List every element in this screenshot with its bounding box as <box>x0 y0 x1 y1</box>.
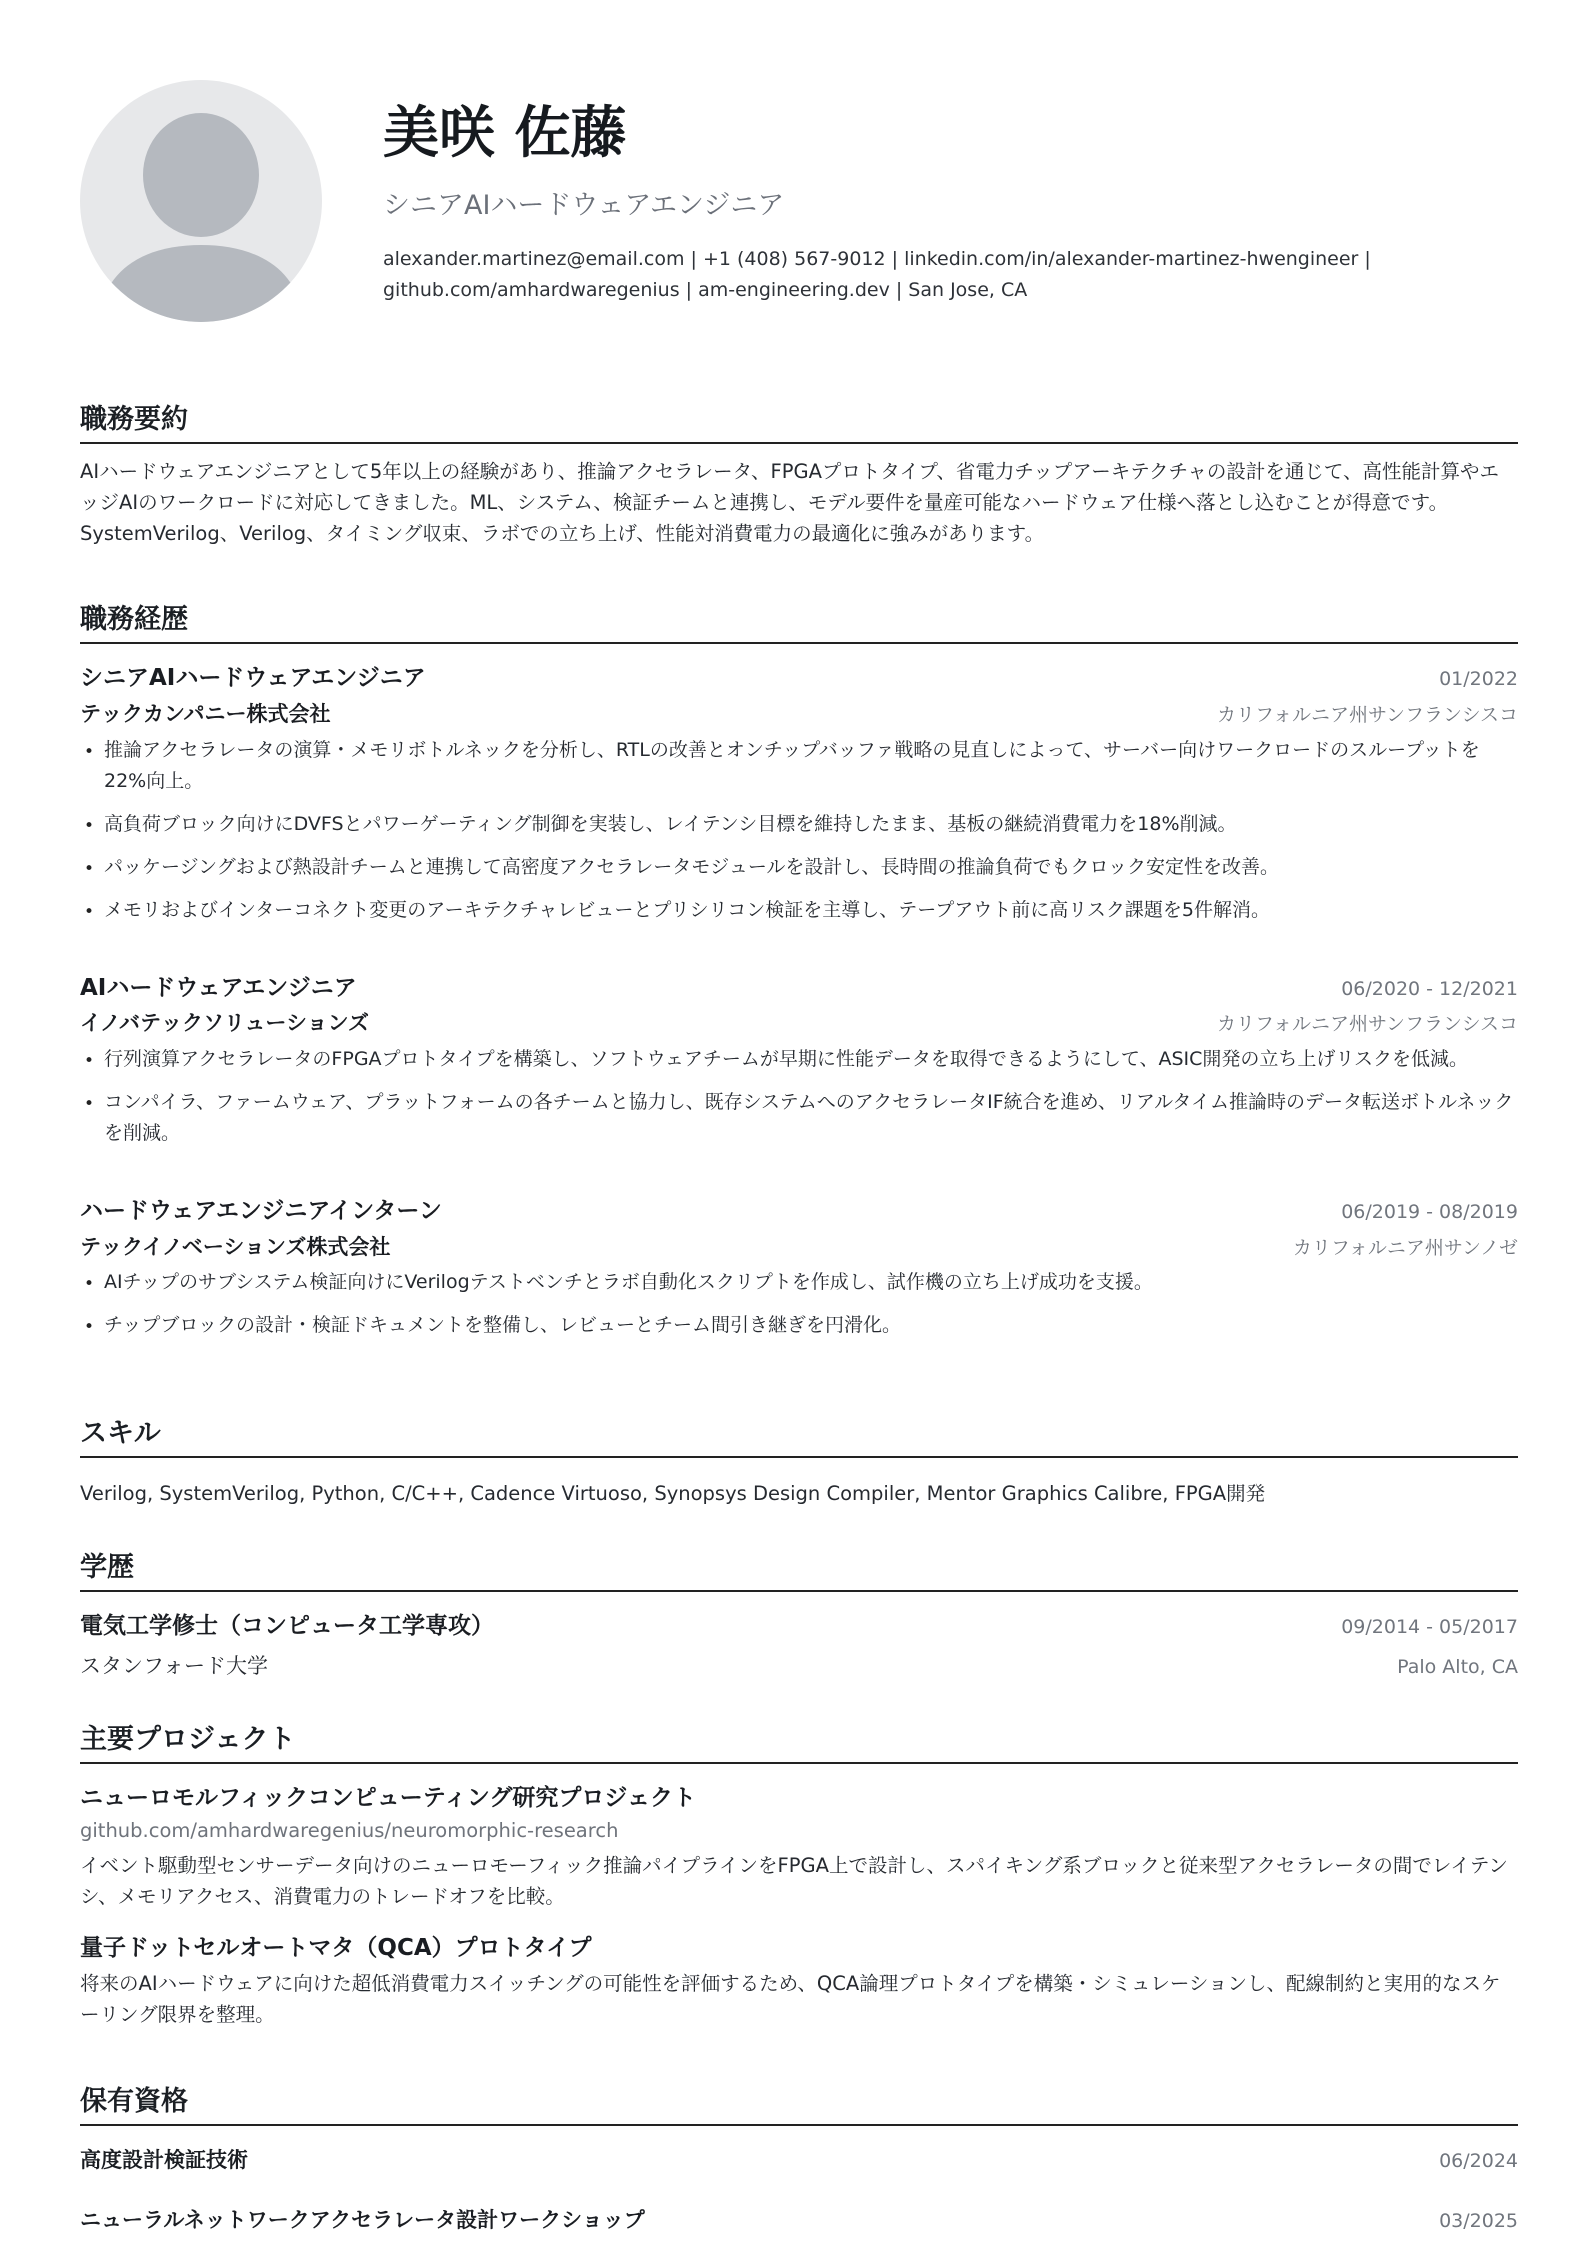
certification-entry <box>80 2204 1518 2234</box>
bullet-item: • メモリおよびインターコネクト変更のアーキテクチャレビューとプリシリコン検証を主導し、テープアウト前に高リスク課題を5件解消。 <box>80 895 1518 926</box>
job-header-row <box>80 664 1518 694</box>
bullet-item: • チップブロックの設計・検証ドキュメントを整備し、レビューとチーム間引き継ぎを円滑化。 <box>80 1310 1518 1341</box>
project-description: 将来のAIハードウェアに向けた超低消費電力スイッチングの可能性を評価するため、QCA論理プロトタイプを構築・シミュレーションし、配線制約と実用的なスケーリング限界を整理。 <box>80 1971 1501 2026</box>
project-description: イベント駆動型センサーデータ向けのニューロモーフィック推論パイプラインをFPGA上で設計し、スパイキング系ブロックと従来型アクセラレータの間でレイテンシ、メモリアクセス、消費電力のトレードオフを比較。 <box>80 1853 1508 1908</box>
bullet-item: • AIチップのサブシステム検証向けにVerilogテストベンチとラボ自動化スクリプトを作成し、試作機の立ち上げ成功を支援。 <box>80 1267 1518 1298</box>
degree: 電気工学修士（コンピュータ工学専攻） <box>80 1613 494 1640</box>
skills-section <box>80 1418 1518 1508</box>
job-bullets <box>80 1267 1518 1341</box>
certification-name: ニューラルネットワークアクセラレータ設計ワークショップ <box>80 2208 645 2233</box>
certification-entry <box>80 2144 1518 2174</box>
candidate-name: 美咲 佐藤 <box>383 100 627 166</box>
job-company-row <box>80 700 1518 728</box>
job-date: 06/2019 - 08/2019 <box>1341 1200 1518 1223</box>
contact-info: alexander.martinez@email.com | +1 (408) 567-9012 | linkedin.com/in/alexander-martinez-hwengineer | github.com/amhardwaregenius | am-engineering.dev | San Jose, CA <box>383 248 1371 301</box>
person-silhouette-icon <box>80 80 322 322</box>
section-title: 学歴 <box>80 1552 1518 1592</box>
project-entry <box>80 1782 1518 1911</box>
education-section <box>80 1552 1518 1680</box>
job-list <box>80 664 1518 1341</box>
job-company-row <box>80 1009 1518 1037</box>
job-role: AIハードウェアエンジニア <box>80 974 357 1001</box>
experience-section <box>80 604 1518 1353</box>
candidate-headline: シニアAIハードウェアエンジニア <box>383 190 785 221</box>
project-list <box>80 1782 1518 2030</box>
education-location: Palo Alto, CA <box>1397 1656 1518 1679</box>
bullet-item: • パッケージングおよび熱設計チームと連携して高密度アクセラレータモジュールを設計し、長時間の推論負荷でもクロック安定性を改善。 <box>80 852 1518 883</box>
section-title: 主要プロジェクト <box>80 1724 1518 1764</box>
summary-section <box>80 404 1518 549</box>
bullet-item: • コンパイラ、ファームウェア、プラットフォームの各チームと協力し、既存システムへのアクセラレータIF統合を進め、リアルタイム推論時のデータ転送ボトルネックを削減。 <box>80 1087 1518 1149</box>
bullet-item: • 行列演算アクセラレータのFPGAプロトタイプを構築し、ソフトウェアチームが早期に性能データを取得できるようにして、ASIC開発の立ち上げリスクを低減。 <box>80 1044 1518 1075</box>
avatar <box>80 80 322 322</box>
certifications-section <box>80 2086 1518 2234</box>
certification-date: 06/2024 <box>1439 2150 1518 2173</box>
certification-list <box>80 2144 1518 2234</box>
job-bullets <box>80 1044 1518 1149</box>
education-date: 09/2014 - 05/2017 <box>1341 1616 1518 1639</box>
job-bullets <box>80 735 1518 926</box>
job-company-row <box>80 1233 1518 1261</box>
job-location: カリフォルニア州サンノゼ <box>1292 1236 1518 1259</box>
project-link[interactable]: github.com/amhardwaregenius/neuromorphic-research <box>80 1818 619 1842</box>
job-location: カリフォルニア州サンフランシスコ <box>1216 1013 1518 1036</box>
job-company: テックイノベーションズ株式会社 <box>80 1234 391 1259</box>
bullet-item: • 高負荷ブロック向けにDVFSとパワーゲーティング制御を実装し、レイテンシ目標を維持したまま、基板の継続消費電力を18%削減。 <box>80 809 1518 840</box>
job-role: ハードウェアエンジニアインターン <box>80 1197 442 1224</box>
summary-text: AIハードウェアエンジニアとして5年以上の経験があり、推論アクセラレータ、FPGAプロトタイプ、省電力チップアーキテクチャの設計を通じて、高性能計算やエッジAIのワークロードに対応してきました。ML、システム、検証チームと連携し、モデル要件を量産可能なハードウェア仕様へ落とし込むことが得意です。SystemVerilog、Verilog、タイミング収束、ラボでの立ち上げ、性能対消費電力の最適化に強みがあります。 <box>80 460 1499 546</box>
school: スタンフォード大学 <box>80 1654 268 1679</box>
job-company: テックカンパニー株式会社 <box>80 702 331 727</box>
bullet-item: • 推論アクセラレータの演算・メモリボトルネックを分析し、RTLの改善とオンチップバッファ戦略の見直しによって、サーバー向けワークロードのスループットを22%向上。 <box>80 735 1518 797</box>
job-location: カリフォルニア州サンフランシスコ <box>1216 704 1518 727</box>
section-title: 職務経歴 <box>80 604 1518 644</box>
job-company: イノバテックソリューションズ <box>80 1011 369 1036</box>
section-title: スキル <box>80 1418 1518 1458</box>
job-date: 01/2022 <box>1439 668 1518 691</box>
project-entry <box>80 1932 1518 2030</box>
projects-section <box>80 1724 1518 2030</box>
section-title: 職務要約 <box>80 404 1518 444</box>
job-date: 06/2020 - 12/2021 <box>1341 977 1518 1000</box>
education-entry <box>80 1612 1518 1680</box>
job-entry <box>80 974 1518 1149</box>
job-role: シニアAIハードウェアエンジニア <box>80 665 426 692</box>
job-entry <box>80 1197 1518 1341</box>
job-entry <box>80 664 1518 925</box>
project-title: 量子ドットセルオートマタ（QCA）プロトタイプ <box>80 1934 592 1961</box>
section-title: 保有資格 <box>80 2086 1518 2126</box>
project-title: ニューロモルフィックコンピューティング研究プロジェクト <box>80 1785 696 1812</box>
certification-date: 03/2025 <box>1439 2210 1518 2233</box>
skills-text: Verilog, SystemVerilog, Python, C/C++, Cadence Virtuoso, Synopsys Design Compiler, Mentor Graphics Calibre, FPGA開発 <box>80 1482 1266 1506</box>
job-header-row <box>80 974 1518 1004</box>
certification-name: 高度設計検証技術 <box>80 2148 248 2173</box>
job-header-row <box>80 1197 1518 1227</box>
